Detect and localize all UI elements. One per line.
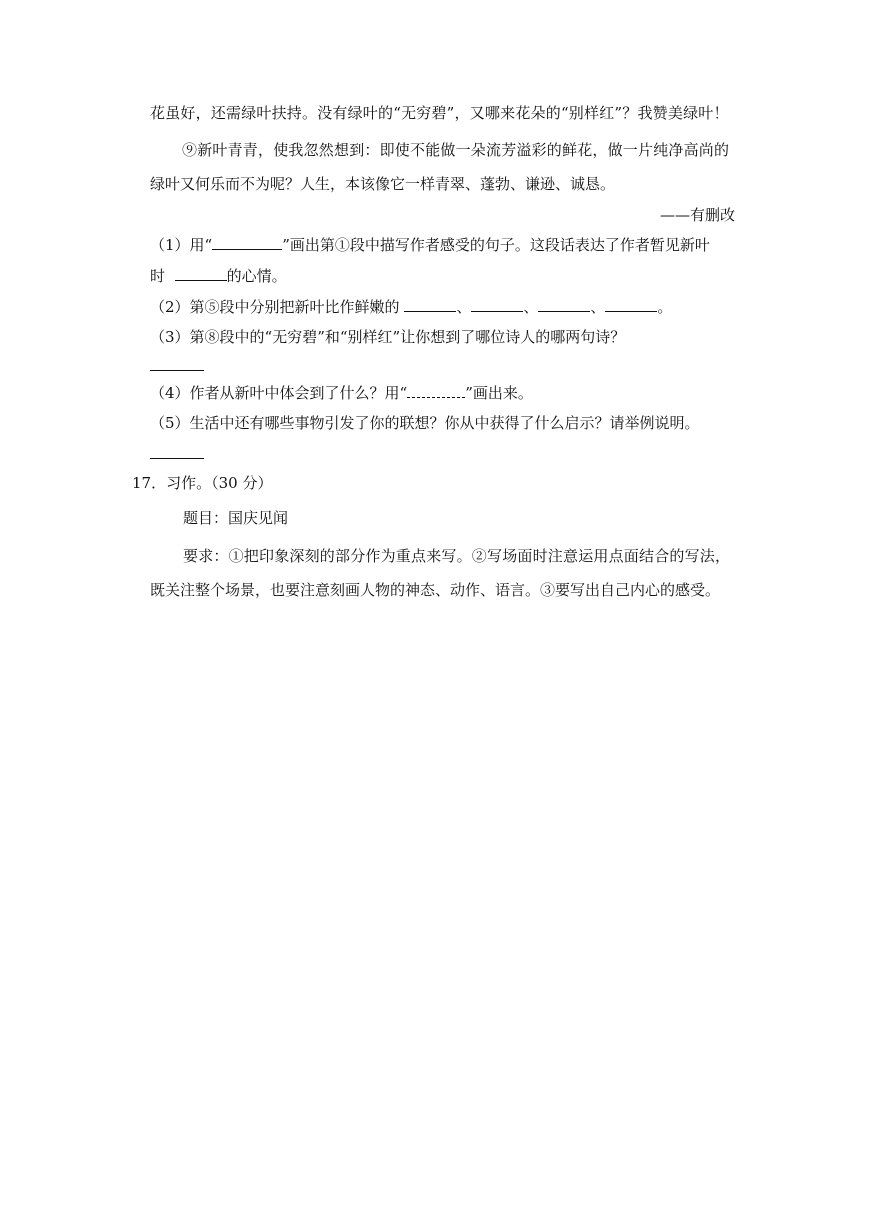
q2-answer-blank-4[interactable] [605,297,657,312]
q3-answer-line[interactable] [150,370,204,371]
question-17-heading: 17．习作。（30 分） [132,474,273,492]
q2-answer-blank-2[interactable] [471,297,523,312]
q2-answer-blank-1[interactable] [404,297,456,312]
q5-answer-line[interactable] [150,458,204,459]
q1-answer-blank[interactable] [175,266,227,281]
passage-paragraph-9-line1: ⑨新叶青青，使我忽然想到：即使不能做一朵流芳溢彩的鲜花，做一片纯净高尚的 [182,141,730,159]
composition-title: 题目：国庆见闻 [183,509,289,527]
source-note: ——有删改 [659,206,735,224]
passage-paragraph-8-end: 花虽好，还需绿叶扶持。没有绿叶的“无穷碧”，又哪来花朵的“别样红”？我赞美绿叶！ [150,104,729,122]
q2-answer-blank-3[interactable] [538,297,590,312]
question-1-line1: （1）用“ ”画出第①段中描写作者感受的句子。这段话表达了作者暂见新叶 [150,236,710,254]
question-3: （3）第⑧段中的“无穷碧”和“别样红”让你想到了哪位诗人的哪两句诗？ [150,328,626,346]
composition-requirements-line2: 既关注整个场景，也要注意刻画人物的神态、动作、语言。③要写出自己内心的感受。 [150,581,721,599]
question-2: （2）第⑤段中分别把新叶比作鲜嫩的 、 、 、 。 [150,298,673,316]
q4-wavy-underline-sample [407,383,465,398]
passage-paragraph-9-line2: 绿叶又何乐而不为呢？人生，本该像它一样青翠、蓬勃、谦逊、诚恳。 [150,175,616,193]
question-1-line2: 时 的心情。 [150,267,287,285]
composition-requirements-line1: 要求：①把印象深刻的部分作为重点来写。②写场面时注意运用点面结合的写法， [183,547,731,565]
question-4: （4）作者从新叶中体会到了什么？用“ ”画出来。 [150,384,533,402]
question-5: （5）生活中还有哪些事物引发了你的联想？你从中获得了什么启示？请举例说明。 [150,414,700,432]
q1-underline-sample [212,235,282,250]
